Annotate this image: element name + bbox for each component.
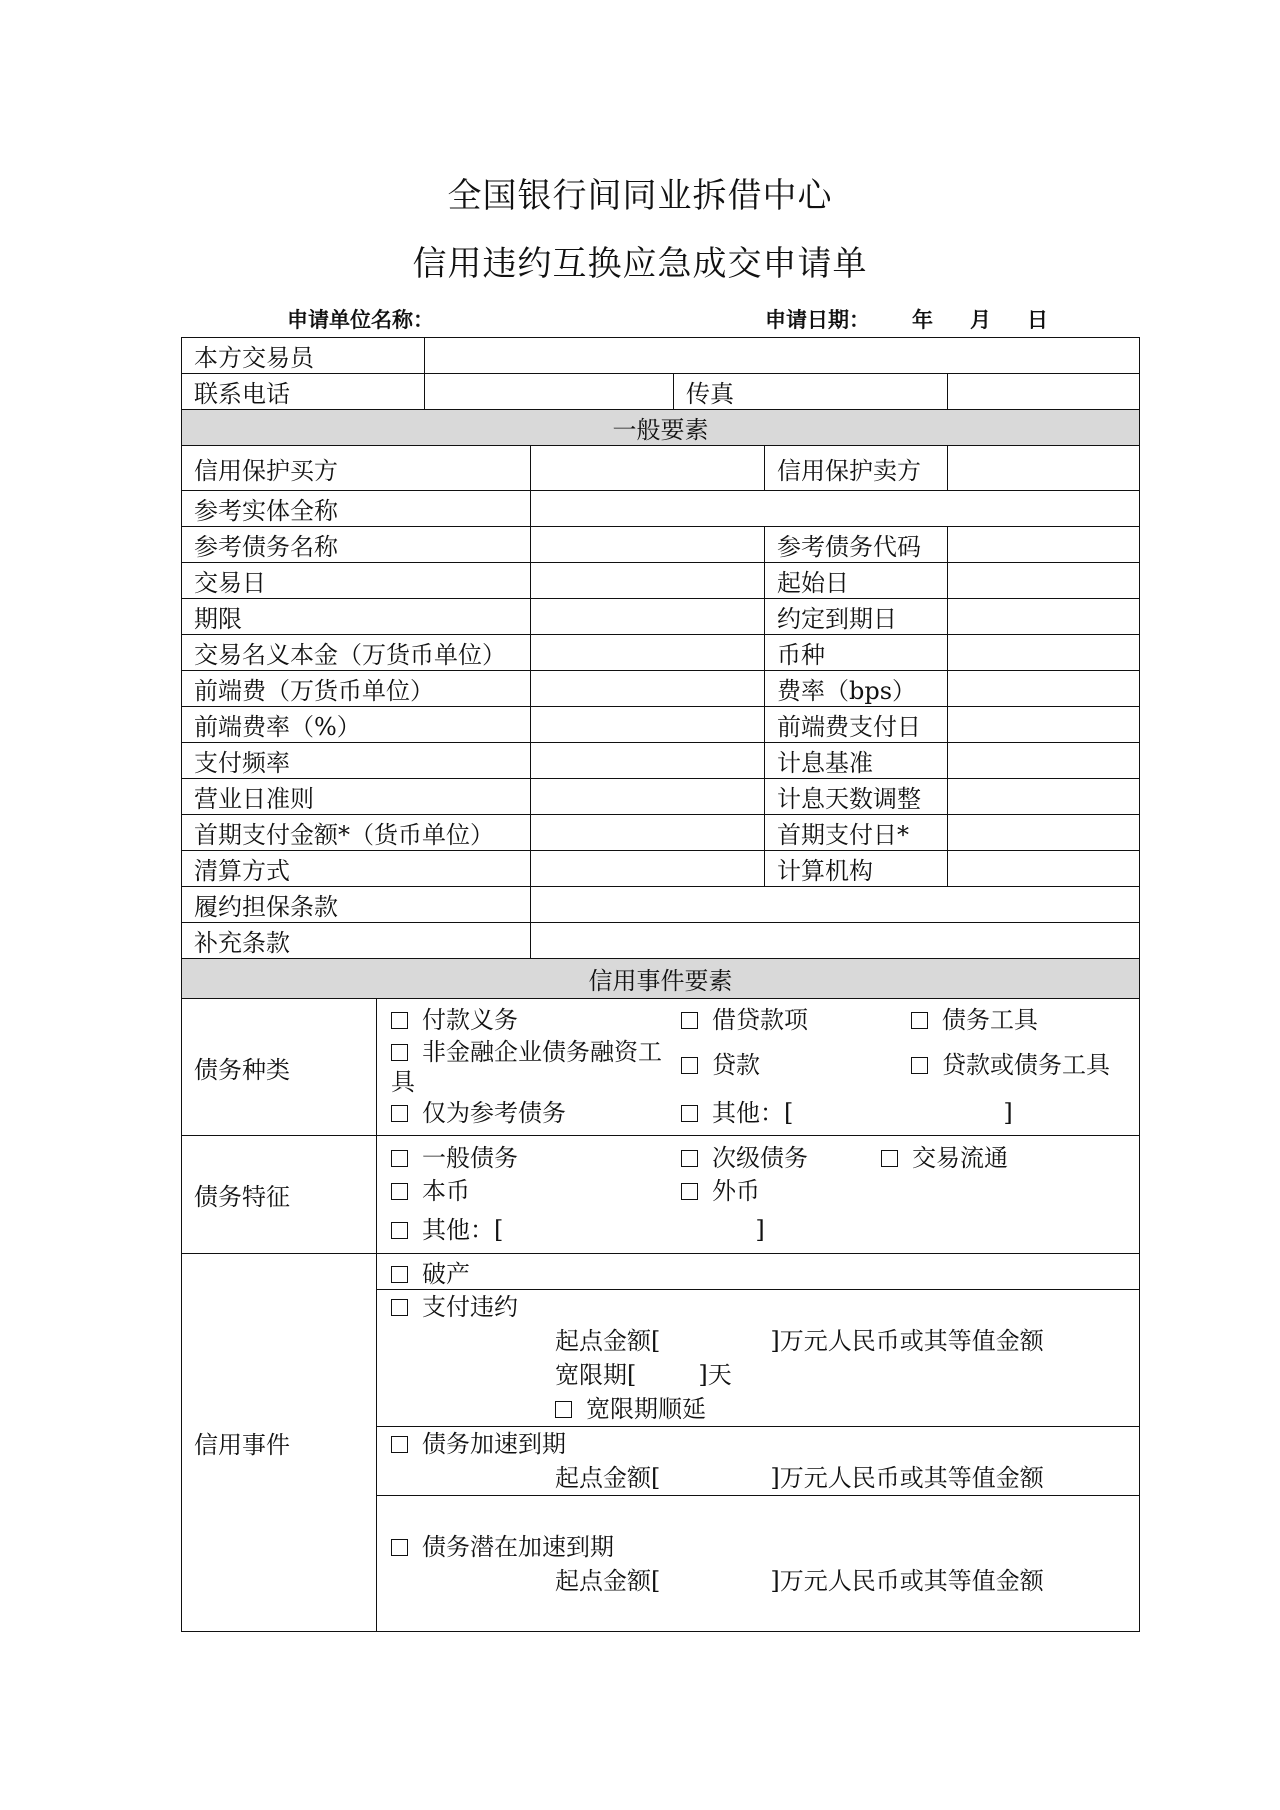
grace-period: 宽限期[ ]天 <box>555 1361 732 1389</box>
option-tradable[interactable]: 交易流通 <box>881 1142 1127 1175</box>
guarantee-field[interactable] <box>531 887 1140 923</box>
entity-label: 参考实体全称 <box>182 491 531 527</box>
option-payment-obligation[interactable]: 付款义务 <box>391 1004 681 1037</box>
general-row-field[interactable] <box>948 707 1140 743</box>
general-row-label: 前端费支付日 <box>765 707 948 743</box>
checkbox-icon <box>391 1436 408 1453</box>
supplement-field[interactable] <box>531 923 1140 959</box>
seller-field[interactable] <box>948 446 1140 491</box>
entity-field[interactable] <box>531 491 1140 527</box>
grace-extension-option[interactable]: 宽限期顺延 <box>391 1392 1127 1426</box>
general-row-label: 期限 <box>182 599 531 635</box>
option-bond[interactable]: 债务工具 <box>911 1004 1127 1037</box>
general-row-field[interactable] <box>531 779 765 815</box>
checkbox-icon <box>391 1299 408 1316</box>
option-local-currency[interactable]: 本币 <box>391 1175 681 1208</box>
general-row-field[interactable] <box>948 851 1140 887</box>
checkbox-icon <box>391 1012 408 1029</box>
option-foreign-currency[interactable]: 外币 <box>681 1175 1127 1208</box>
option-borrowed-money[interactable]: 借贷款项 <box>681 1004 911 1037</box>
general-row-label: 计息基准 <box>765 743 948 779</box>
checkbox-icon <box>681 1150 698 1167</box>
general-row-field[interactable] <box>531 635 765 671</box>
seller-label: 信用保护卖方 <box>765 446 948 491</box>
event-payment-default <box>377 1290 1140 1427</box>
checkbox-icon <box>391 1539 408 1556</box>
general-row-label: 首期支付日* <box>765 815 948 851</box>
buyer-label: 信用保护买方 <box>182 446 531 491</box>
general-row-label: 起始日 <box>765 563 948 599</box>
acceleration-threshold: 起点金额[ ]万元人民币或其等值金额 <box>555 1464 1044 1492</box>
event-bankruptcy[interactable]: 破产 <box>377 1254 1140 1290</box>
phone-label: 联系电话 <box>182 374 425 410</box>
general-row-field[interactable] <box>531 743 765 779</box>
event-potential-acceleration <box>377 1496 1140 1632</box>
trader-label: 本方交易员 <box>182 338 425 374</box>
checkbox-icon <box>681 1012 698 1029</box>
general-row-field[interactable] <box>948 635 1140 671</box>
option-other-feature[interactable]: 其他：[ ] <box>391 1208 1127 1247</box>
checkbox-icon <box>881 1150 898 1167</box>
general-row-label: 前端费（万货币单位） <box>182 671 531 707</box>
general-row-field[interactable] <box>531 599 765 635</box>
checkbox-icon <box>391 1150 408 1167</box>
option-other[interactable]: 其他：[ ] <box>681 1097 1127 1130</box>
application-form <box>181 337 1140 1632</box>
general-row-label: 计息天数调整 <box>765 779 948 815</box>
general-row-field[interactable] <box>948 815 1140 851</box>
general-row-field[interactable] <box>531 563 765 599</box>
general-row-label: 营业日准则 <box>182 779 531 815</box>
checkbox-icon <box>555 1401 572 1418</box>
general-row-label: 前端费率（%） <box>182 707 531 743</box>
day-label: 日 <box>1027 307 1048 332</box>
payment-threshold: 起点金额[ ]万元人民币或其等值金额 <box>555 1327 1044 1355</box>
general-row-field[interactable] <box>531 671 765 707</box>
general-row-label: 参考债务名称 <box>182 527 531 563</box>
general-row-field[interactable] <box>948 563 1140 599</box>
general-row-label: 支付频率 <box>182 743 531 779</box>
general-row-field[interactable] <box>531 707 765 743</box>
general-row-field[interactable] <box>948 527 1140 563</box>
checkbox-icon <box>391 1044 408 1061</box>
general-row-label: 费率（bps） <box>765 671 948 707</box>
general-row-label: 计算机构 <box>765 851 948 887</box>
general-row-field[interactable] <box>531 851 765 887</box>
checkbox-icon <box>681 1183 698 1200</box>
fax-label: 传真 <box>674 374 948 410</box>
general-row-label: 约定到期日 <box>765 599 948 635</box>
payment-default-option[interactable]: 支付违约 <box>391 1290 1127 1324</box>
debt-feature-options <box>377 1136 1140 1254</box>
debt-type-label: 债务种类 <box>182 999 377 1136</box>
guarantee-label: 履约担保条款 <box>182 887 531 923</box>
debt-type-options <box>377 999 1140 1136</box>
potential-acceleration-threshold: 起点金额[ ]万元人民币或其等值金额 <box>555 1566 1044 1595</box>
general-row-label: 交易名义本金（万货币单位） <box>182 635 531 671</box>
checkbox-icon <box>391 1266 408 1283</box>
general-row-field[interactable] <box>531 527 765 563</box>
general-row-label: 首期支付金额*（货币单位） <box>182 815 531 851</box>
debt-feature-label: 债务特征 <box>182 1136 377 1254</box>
credit-section-heading: 信用事件要素 <box>182 959 1140 999</box>
general-row-field[interactable] <box>531 815 765 851</box>
general-section-heading: 一般要素 <box>182 410 1140 446</box>
page-title: 全国银行间同业拆借中心 <box>447 176 833 216</box>
form-title: 信用违约互换应急成交申请单 <box>412 244 868 284</box>
buyer-field[interactable] <box>531 446 765 491</box>
checkbox-icon <box>681 1057 698 1074</box>
option-subordinated-debt[interactable]: 次级债务 <box>681 1142 881 1175</box>
year-label: 年 <box>912 307 933 332</box>
applicant-label: 申请单位名称： <box>287 307 434 332</box>
fax-field[interactable] <box>948 374 1140 410</box>
credit-event-label: 信用事件 <box>182 1254 377 1632</box>
general-row-label: 参考债务代码 <box>765 527 948 563</box>
option-loan[interactable]: 贷款 <box>681 1037 911 1097</box>
checkbox-icon <box>391 1183 408 1200</box>
general-row-label: 交易日 <box>182 563 531 599</box>
checkbox-icon <box>681 1105 698 1122</box>
general-row-field[interactable] <box>948 599 1140 635</box>
date-label: 申请日期： <box>765 307 870 332</box>
option-general-debt[interactable]: 一般债务 <box>391 1142 681 1175</box>
general-row-label: 清算方式 <box>182 851 531 887</box>
option-nonfinancial-debt[interactable]: 非金融企业债务融资工具 <box>391 1038 662 1096</box>
checkbox-icon <box>911 1057 928 1074</box>
general-row-field[interactable] <box>948 779 1140 815</box>
general-row-label: 币种 <box>765 635 948 671</box>
potential-acceleration-option[interactable]: 债务潜在加速到期 <box>391 1530 1127 1564</box>
option-loan-or-bond[interactable]: 贷款或债务工具 <box>911 1037 1127 1097</box>
phone-field[interactable] <box>425 374 674 410</box>
checkbox-icon <box>391 1105 408 1122</box>
checkbox-icon <box>391 1222 408 1239</box>
general-row-field[interactable] <box>948 671 1140 707</box>
general-row-field[interactable] <box>948 743 1140 779</box>
checkbox-icon <box>911 1012 928 1029</box>
month-label: 月 <box>970 307 991 332</box>
trader-field[interactable] <box>425 338 1140 374</box>
acceleration-option[interactable]: 债务加速到期 <box>391 1427 1127 1461</box>
option-reference-only[interactable]: 仅为参考债务 <box>391 1097 681 1130</box>
supplement-label: 补充条款 <box>182 923 531 959</box>
event-acceleration <box>377 1427 1140 1496</box>
